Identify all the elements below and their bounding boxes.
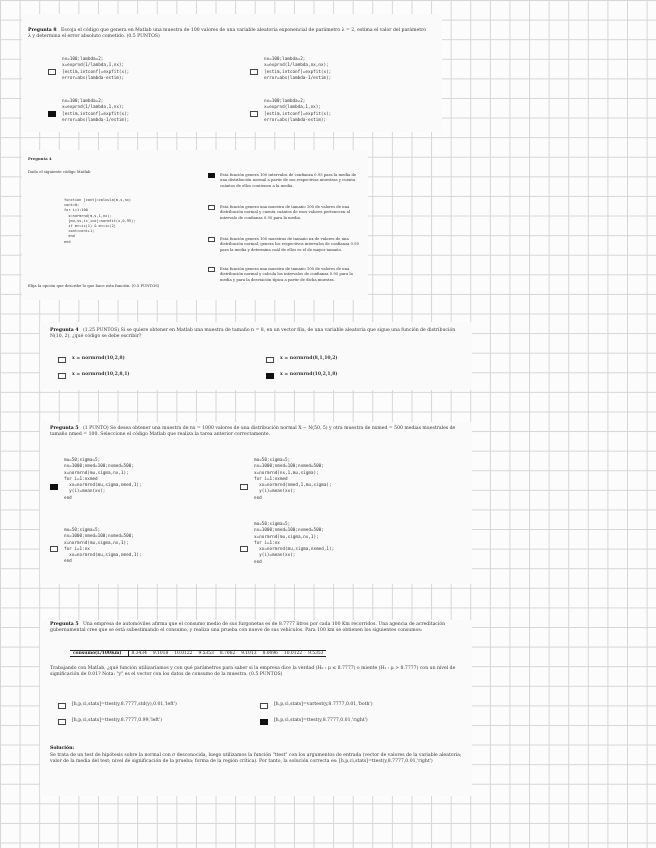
- option-text: [h,p,ci,stats]=ttest(y,8.7777,0.01,'right'): [274, 718, 368, 723]
- option-text: [h,p,ci,stats]=ttest(y,8.7777,0.99,'left'): [72, 718, 163, 723]
- table-cell: 8.0096: [260, 651, 281, 657]
- solution-title: Solución:: [50, 746, 75, 751]
- table-cell: 10.0122: [171, 651, 195, 657]
- checkbox[interactable]: [240, 484, 248, 490]
- checkbox-checked[interactable]: [260, 719, 268, 725]
- checkbox[interactable]: [50, 546, 58, 552]
- question-5a-text: (1 PUNTO) Se desea obtener una muestra de nx = 1000 valores de una distribución normal X ∼ N(50, 5) y otra muestra de nxmed = 500 medias muestrales de tamaño nmed = 100. Seleccione el código Matlab que realiza la tarea anterior correctamente.: [50, 426, 456, 438]
- option-code: nx=100;lambda=2; x=exprnd(1/lambda,1,nx); [estim,intconf]=expfit(x); error=abs(lambda-1/estim);: [62, 99, 130, 123]
- question-5a-statement: [50, 426, 462, 438]
- q4b-option-3[interactable]: [58, 372, 130, 379]
- option-text: x = normrnd(10,2,1,8): [280, 372, 338, 377]
- question-4b-text: (1.25 PUNTOS) Si se quiere obtener en Matlab una muestra de tamaño n = 8, en un vector fila, de una variable aleatoria que sigue una función de distribución N(10, 2), ¿qué código se debe escribir?: [50, 328, 456, 340]
- consumption-table: [70, 650, 326, 657]
- q4a-option-4[interactable]: [208, 266, 362, 282]
- checkbox[interactable]: [58, 719, 66, 725]
- option-code: mu=50;sigma=5; nx=1000;nmed=100;nxmed=500; x=normrnd(mu,sigma,nx,1); for i=1:nx xx=normrnd(mu,sigma,nxmed,1); y(i)=mean(xx); end: [254, 522, 335, 565]
- table-cell: 9.5353: [305, 651, 326, 657]
- solution-text: Se trata de un test de hipótesis sobre la normal con σ desconocida, luego utilizamos la función "ttest" con los argumentos de entrada (vector de valores de la variable aleatoria; valor de la media del test; nivel de significación de la prueba; forma de la región crítica). Por tanto, la solución correcta es: [h,p,ci,stats]=ttest(y,8.7777,0.01,'right'): [50, 753, 462, 765]
- checkbox[interactable]: [240, 546, 248, 552]
- checkbox[interactable]: [260, 703, 268, 709]
- q4a-option-2[interactable]: [208, 204, 362, 220]
- question-5a-card: [40, 422, 472, 584]
- checkbox[interactable]: [58, 373, 66, 379]
- checkbox[interactable]: [250, 69, 258, 75]
- checkbox-checked[interactable]: [208, 173, 215, 178]
- table-cell: 9.5353: [195, 651, 216, 657]
- question-5b-card: [40, 620, 472, 796]
- q4b-option-2[interactable]: [266, 356, 338, 363]
- q4b-option-4[interactable]: [266, 372, 338, 379]
- checkbox[interactable]: [208, 237, 215, 242]
- option-code: mu=50;sigma=5; nx=1000;nmed=100;nxmed=500; x=normrnd(mu,sigma,nx,1); for i=1:nx xx=normrnd(mu,sigma,nmed,1); end: [64, 528, 142, 565]
- question-8-statement: [28, 28, 428, 40]
- table-row: [70, 651, 326, 657]
- checkbox[interactable]: [208, 205, 215, 210]
- table-header: consumo(L/100Km): [70, 651, 128, 657]
- question-4b-card: [40, 322, 472, 390]
- checkbox[interactable]: [250, 111, 258, 117]
- option-code: mu=50;sigma=5; nx=1000;nmed=100;nxmed=500; x=normrnd(nx,1,mu,sigma); for i=1:nxmed xx=normrnd(nmed,1,mu,sigma); y(i)=mean(xx); end: [254, 458, 332, 501]
- checkbox[interactable]: [266, 357, 274, 363]
- question-4b-statement: [50, 328, 462, 340]
- q8-option-2[interactable]: [250, 57, 331, 82]
- question-5b-question: Trabajando con Matlab, ¿qué función utilizaríamos y con qué parámetros para saber si la empresa dice la verdad (H₀ : μ ≤ 8.7777) o miente (H₁ : μ > 8.7777) con un nivel de significación de 0.01? Nota: "y" es el vector con los datos de consumo de la muestra. (0.5 PUNTOS): [50, 666, 456, 678]
- question-4a-title: Pregunta 4: [28, 156, 52, 161]
- checkbox[interactable]: [58, 703, 66, 709]
- question-4a-code: function [cont]=calcula(m,s,nx) cont=0; for i=1:100 x=normrnd(m,s,1,nx); [mu,ss,ic_ico]=normfit(x,0.95); if m>=ic(1) & m<=ic(2) cont=cont+1; end end: [64, 198, 136, 244]
- option-code: mu=50;sigma=5; nx=1000;nmed=100;nxmed=500; x=normrnd(mu,sigma,nx,1); for i=1:nxmed xx=normrnd(mu,sigma,nmed,1); y(i)=mean(xx); end: [64, 458, 142, 501]
- q8-option-3[interactable]: [48, 99, 129, 124]
- checkbox-checked[interactable]: [266, 373, 274, 379]
- q5b-option-2[interactable]: [260, 702, 373, 709]
- table-cell: 9.1013: [238, 651, 259, 657]
- q5a-option-3[interactable]: [50, 528, 142, 566]
- question-5b-title: Pregunta 5: [50, 622, 79, 627]
- question-4a-intro: Dado el siguiente código Matlab: [28, 169, 91, 174]
- q8-option-4[interactable]: [250, 99, 331, 124]
- q5b-option-3[interactable]: [58, 718, 162, 725]
- option-text: x = normrnd(10,2,8): [72, 356, 125, 361]
- checkbox-checked[interactable]: [50, 484, 58, 490]
- option-text: [h,p,ci,stats]=vartest(y,8.7777,0.01,'both'): [274, 702, 373, 707]
- question-5b-text: Una empresa de automóviles afirma que el consumo medio de sus furgonetas es de 8.7777 litros por cada 100 Km recorridos. Una agencia de acreditación gubernamental cree que se está subestimando el consumo, y realiza una prueba con nueve de sus vehículos. Para 100 km se obtienen los siguientes consumos:: [50, 622, 446, 634]
- option-code: nx=100;lambda=2; x=exprnd(1/lambda,nx,nx); [estim,intconf]=expfit(x); error=abs(lambda-1/estim);: [264, 57, 332, 81]
- option-text: Esta función genera una muestra de tamaño 100 de valores de una distribución normal y calcula los intervalos de confianza 0.95 para la media y para la desviación típica a partir de dicha muestra.: [220, 266, 353, 282]
- question-8-card: [22, 14, 442, 132]
- option-text: Esta función genera 100 intervalos de confianza 0.95 para la media de una distribución normal a partir de sus respectivas muestras y cuenta cuántos de ellos contienen a la media.: [220, 172, 357, 188]
- table-cell: 9.1018: [150, 651, 171, 657]
- q4a-option-1[interactable]: [208, 172, 362, 188]
- question-4b-title: Pregunta 4: [50, 328, 79, 333]
- checkbox[interactable]: [48, 69, 56, 75]
- checkbox[interactable]: [208, 267, 215, 272]
- checkbox-checked[interactable]: [48, 111, 56, 117]
- q5a-option-2[interactable]: [240, 458, 332, 502]
- question-8-title: Pregunta 8: [28, 28, 57, 33]
- option-text: [h,p,ci,stats]=ttest(y,8.7777,std(y),0.01,'left'): [72, 702, 177, 707]
- checkbox[interactable]: [58, 357, 66, 363]
- q4b-option-1[interactable]: [58, 356, 125, 363]
- table-cell: 8.7062: [217, 651, 238, 657]
- option-code: nx=100;lambda=2; x=exprnd(1/lambda,1,nx); [estim,intconf]=expfit(x); error=abs(lambda-estim);: [62, 57, 130, 81]
- question-4a-card: [22, 150, 368, 300]
- question-4a-question: Elija la opción que describe lo que hace esta función. (0.5 PUNTOS): [28, 283, 160, 288]
- q5a-option-1[interactable]: [50, 458, 142, 502]
- option-text: x = normrnd(8,1,10,2): [280, 356, 338, 361]
- table-cell: 10.0122: [281, 651, 305, 657]
- q5a-option-4[interactable]: [240, 522, 334, 566]
- question-5a-title: Pregunta 5: [50, 426, 79, 431]
- q4a-option-3[interactable]: [208, 236, 362, 252]
- option-text: Esta función genera una muestra de tamaño 100 de valores de una distribución normal y cuenta cuántos de esos valores pertenecen al intervalo de confianza 0.95 para la media.: [220, 204, 351, 220]
- option-text: x = normrnd(10,2,8,1): [72, 372, 130, 377]
- q5b-option-1[interactable]: [58, 702, 177, 709]
- option-text: Esta función genera 100 muestras de tamaño nx de valores de una distribución normal, genera los respectivos intervalos de confianza 0.95 para la media y determina cuál de ellos es el de mayor tamaño.: [220, 236, 360, 252]
- option-code: nx=100;lambda=2; x=exprnd(lambda,1,nx); [estim,intconf]=expfit(x); error=abs(lambda-estim);: [264, 99, 332, 123]
- question-5b-statement: [50, 622, 462, 634]
- q8-option-1[interactable]: [48, 57, 129, 82]
- question-8-text: Escoja el código que genera en Matlab una muestra de 100 valores de una variable aleatoria exponencial de parámetro λ = 2, estima el valor del parámetro λ y determina el error absoluto cometido. (0.5 PUNTOS): [28, 28, 427, 40]
- q5b-option-4[interactable]: [260, 718, 368, 725]
- table-cell: 8.3434: [128, 651, 150, 657]
